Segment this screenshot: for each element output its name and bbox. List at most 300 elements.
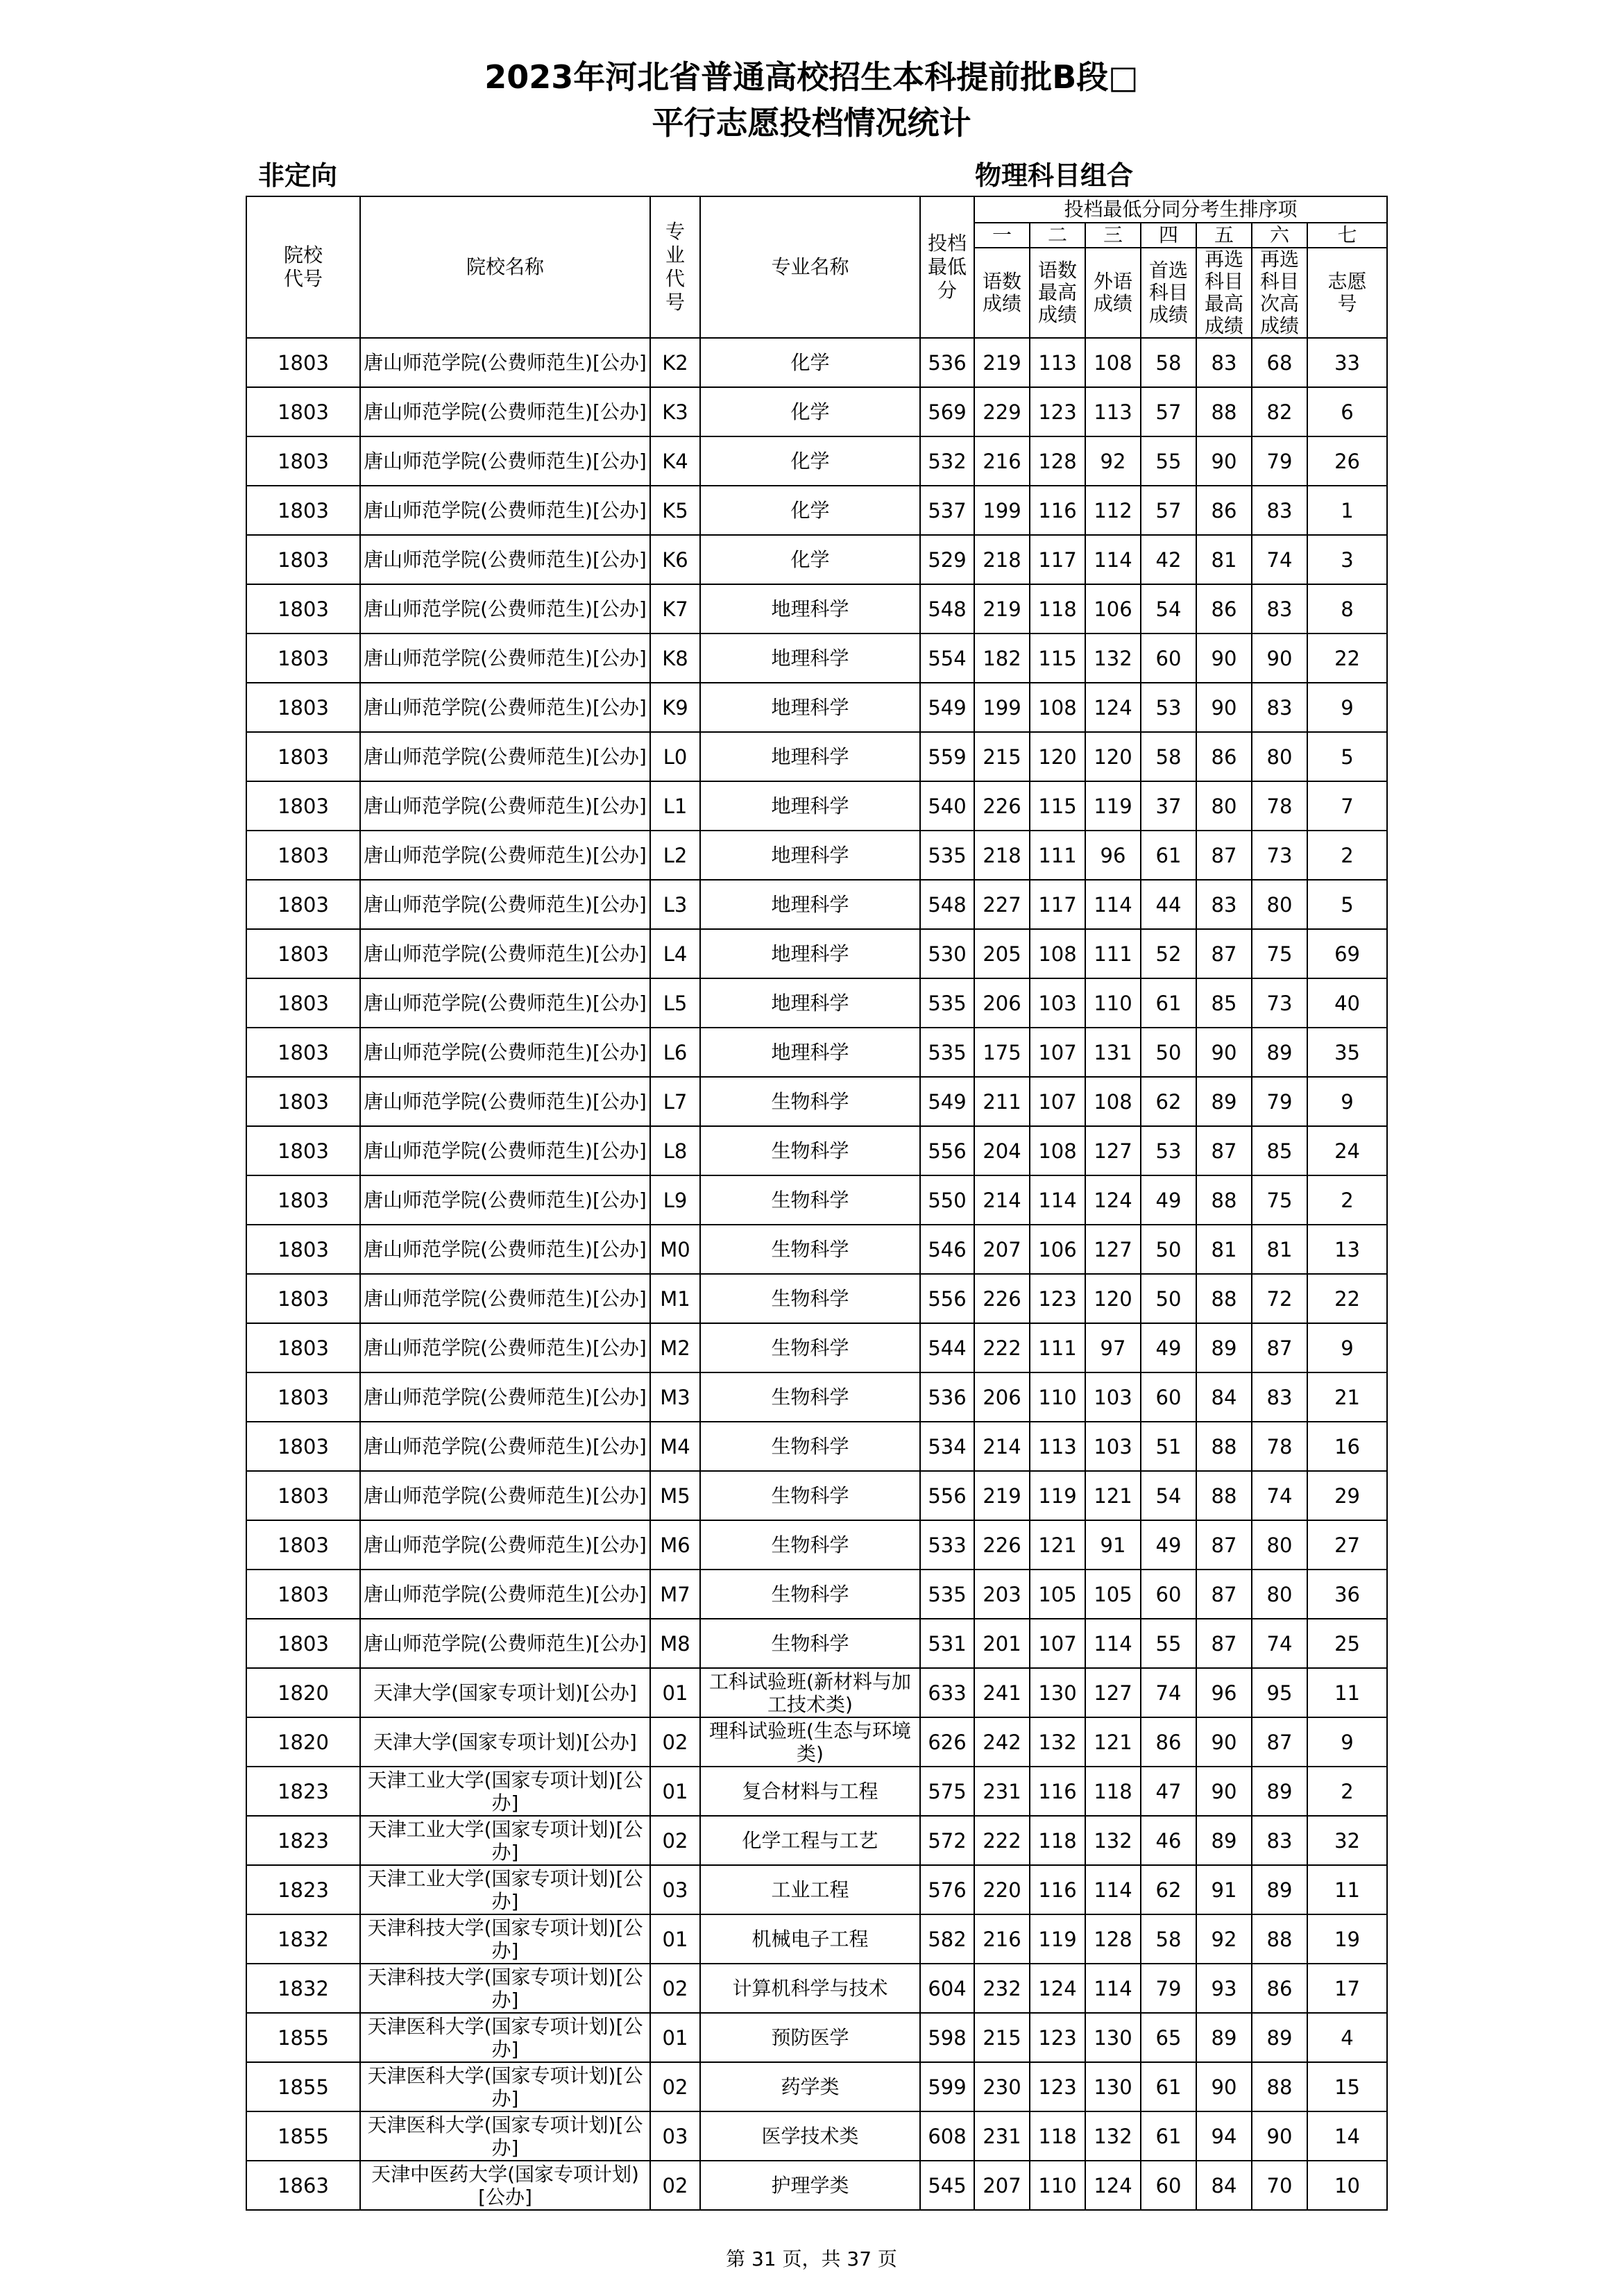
cell-school-code: 1832 bbox=[246, 1914, 360, 1964]
cell-chinese-math-score: 242 bbox=[974, 1717, 1030, 1767]
header-chinese-math-max: 语数最高成绩 bbox=[1030, 248, 1085, 338]
cell-chinese-math-max: 119 bbox=[1030, 1471, 1085, 1520]
header-elective-max: 再选科目最高成绩 bbox=[1196, 248, 1252, 338]
cell-elective-second: 68 bbox=[1252, 338, 1307, 387]
cell-foreign-lang-score: 92 bbox=[1085, 436, 1141, 486]
table-row bbox=[246, 535, 1387, 584]
cell-school-name: 唐山师范学院(公费师范生)[公办] bbox=[360, 929, 650, 978]
cell-chinese-math-max: 119 bbox=[1030, 1914, 1085, 1964]
cell-first-subject-score: 55 bbox=[1141, 436, 1196, 486]
cell-first-subject-score: 58 bbox=[1141, 1914, 1196, 1964]
cell-major-code: 03 bbox=[650, 1865, 700, 1914]
cell-elective-second: 83 bbox=[1252, 486, 1307, 535]
cell-foreign-lang-score: 121 bbox=[1085, 1471, 1141, 1520]
cell-first-subject-score: 65 bbox=[1141, 2013, 1196, 2062]
cell-elective-max: 88 bbox=[1196, 1471, 1252, 1520]
cell-elective-second: 79 bbox=[1252, 436, 1307, 486]
cell-elective-second: 83 bbox=[1252, 584, 1307, 633]
cell-chinese-math-score: 226 bbox=[974, 1274, 1030, 1323]
cell-elective-second: 95 bbox=[1252, 1668, 1307, 1717]
cell-chinese-math-score: 231 bbox=[974, 1767, 1030, 1816]
cell-min-score: 545 bbox=[920, 2161, 974, 2210]
cell-first-subject-score: 57 bbox=[1141, 486, 1196, 535]
cell-major-code: L0 bbox=[650, 732, 700, 781]
cell-major-name: 理科试验班(生态与环境类) bbox=[700, 1717, 920, 1767]
table-row bbox=[246, 1028, 1387, 1077]
cell-school-code: 1803 bbox=[246, 1372, 360, 1422]
cell-elective-max: 93 bbox=[1196, 1964, 1252, 2013]
cell-chinese-math-max: 118 bbox=[1030, 2111, 1085, 2161]
cell-preference-no: 26 bbox=[1307, 436, 1387, 486]
cell-elective-second: 70 bbox=[1252, 2161, 1307, 2210]
cell-school-code: 1803 bbox=[246, 1077, 360, 1126]
cell-major-name: 地理科学 bbox=[700, 831, 920, 880]
cell-school-code: 1803 bbox=[246, 1028, 360, 1077]
table-row bbox=[246, 486, 1387, 535]
cell-chinese-math-max: 123 bbox=[1030, 387, 1085, 436]
cell-elective-second: 73 bbox=[1252, 978, 1307, 1028]
cell-major-name: 复合材料与工程 bbox=[700, 1767, 920, 1816]
cell-preference-no: 40 bbox=[1307, 978, 1387, 1028]
cell-school-code: 1803 bbox=[246, 1126, 360, 1175]
cell-major-name: 工业工程 bbox=[700, 1865, 920, 1914]
cell-school-code: 1832 bbox=[246, 1964, 360, 2013]
cell-major-name: 预防医学 bbox=[700, 2013, 920, 2062]
cell-elective-second: 80 bbox=[1252, 880, 1307, 929]
cell-major-name: 机械电子工程 bbox=[700, 1914, 920, 1964]
cell-first-subject-score: 58 bbox=[1141, 732, 1196, 781]
cell-preference-no: 17 bbox=[1307, 1964, 1387, 2013]
cell-first-subject-score: 37 bbox=[1141, 781, 1196, 831]
cell-chinese-math-max: 107 bbox=[1030, 1619, 1085, 1668]
cell-major-name: 生物科学 bbox=[700, 1175, 920, 1225]
cell-preference-no: 2 bbox=[1307, 1767, 1387, 1816]
cell-elective-max: 84 bbox=[1196, 2161, 1252, 2210]
table-row bbox=[246, 978, 1387, 1028]
cell-chinese-math-score: 241 bbox=[974, 1668, 1030, 1717]
cell-min-score: 575 bbox=[920, 1767, 974, 1816]
cell-elective-max: 84 bbox=[1196, 1372, 1252, 1422]
cell-major-code: 03 bbox=[650, 2111, 700, 2161]
cell-elective-max: 87 bbox=[1196, 1126, 1252, 1175]
cell-chinese-math-score: 222 bbox=[974, 1816, 1030, 1865]
cell-elective-max: 87 bbox=[1196, 831, 1252, 880]
cell-chinese-math-max: 111 bbox=[1030, 1323, 1085, 1372]
table-row bbox=[246, 1767, 1387, 1816]
cell-school-name: 唐山师范学院(公费师范生)[公办] bbox=[360, 1225, 650, 1274]
cell-first-subject-score: 74 bbox=[1141, 1668, 1196, 1717]
cell-major-name: 地理科学 bbox=[700, 584, 920, 633]
cell-min-score: 530 bbox=[920, 929, 974, 978]
cell-chinese-math-score: 204 bbox=[974, 1126, 1030, 1175]
cell-first-subject-score: 55 bbox=[1141, 1619, 1196, 1668]
cell-preference-no: 21 bbox=[1307, 1372, 1387, 1422]
cell-school-code: 1820 bbox=[246, 1668, 360, 1717]
table-row bbox=[246, 831, 1387, 880]
cell-major-name: 化学工程与工艺 bbox=[700, 1816, 920, 1865]
cell-major-code: 01 bbox=[650, 1767, 700, 1816]
cell-min-score: 536 bbox=[920, 338, 974, 387]
cell-school-name: 唐山师范学院(公费师范生)[公办] bbox=[360, 1422, 650, 1471]
cell-major-code: K8 bbox=[650, 633, 700, 683]
cell-school-code: 1803 bbox=[246, 880, 360, 929]
cell-school-code: 1855 bbox=[246, 2013, 360, 2062]
cell-foreign-lang-score: 111 bbox=[1085, 929, 1141, 978]
cell-school-code: 1803 bbox=[246, 633, 360, 683]
cell-chinese-math-max: 123 bbox=[1030, 2062, 1085, 2111]
cell-major-name: 生物科学 bbox=[700, 1471, 920, 1520]
cell-school-name: 唐山师范学院(公费师范生)[公办] bbox=[360, 831, 650, 880]
cell-preference-no: 2 bbox=[1307, 831, 1387, 880]
cell-first-subject-score: 61 bbox=[1141, 2111, 1196, 2161]
cell-elective-max: 85 bbox=[1196, 978, 1252, 1028]
cell-major-name: 化学 bbox=[700, 535, 920, 584]
cell-chinese-math-score: 232 bbox=[974, 1964, 1030, 2013]
cell-major-name: 生物科学 bbox=[700, 1323, 920, 1372]
cell-chinese-math-score: 215 bbox=[974, 2013, 1030, 2062]
cell-school-name: 唐山师范学院(公费师范生)[公办] bbox=[360, 1520, 650, 1570]
cell-first-subject-score: 42 bbox=[1141, 535, 1196, 584]
cell-major-name: 地理科学 bbox=[700, 929, 920, 978]
cell-school-code: 1803 bbox=[246, 1520, 360, 1570]
table-row bbox=[246, 781, 1387, 831]
cell-chinese-math-max: 110 bbox=[1030, 2161, 1085, 2210]
cell-elective-max: 81 bbox=[1196, 1225, 1252, 1274]
cell-school-name: 唐山师范学院(公费师范生)[公办] bbox=[360, 535, 650, 584]
cell-elective-second: 86 bbox=[1252, 1964, 1307, 2013]
header-chinese-math-score: 语数成绩 bbox=[974, 248, 1030, 338]
cell-major-name: 生物科学 bbox=[700, 1619, 920, 1668]
cell-school-name: 唐山师范学院(公费师范生)[公办] bbox=[360, 683, 650, 732]
cell-school-name: 唐山师范学院(公费师范生)[公办] bbox=[360, 486, 650, 535]
cell-elective-second: 78 bbox=[1252, 781, 1307, 831]
cell-chinese-math-score: 199 bbox=[974, 486, 1030, 535]
cell-school-code: 1803 bbox=[246, 978, 360, 1028]
header-first-subject-score: 首选科目成绩 bbox=[1141, 248, 1196, 338]
cell-min-score: 540 bbox=[920, 781, 974, 831]
cell-school-name: 天津医科大学(国家专项计划)[公办] bbox=[360, 2013, 650, 2062]
cell-school-name: 天津大学(国家专项计划)[公办] bbox=[360, 1668, 650, 1717]
cell-school-name: 唐山师范学院(公费师范生)[公办] bbox=[360, 1274, 650, 1323]
header-school-code: 院校代号 bbox=[246, 196, 360, 338]
cell-chinese-math-max: 116 bbox=[1030, 1865, 1085, 1914]
cell-foreign-lang-score: 132 bbox=[1085, 633, 1141, 683]
cell-school-code: 1803 bbox=[246, 1471, 360, 1520]
cell-preference-no: 33 bbox=[1307, 338, 1387, 387]
cell-chinese-math-max: 108 bbox=[1030, 1126, 1085, 1175]
cell-school-name: 天津科技大学(国家专项计划)[公办] bbox=[360, 1914, 650, 1964]
cell-school-name: 天津医科大学(国家专项计划)[公办] bbox=[360, 2062, 650, 2111]
header-tiebreak-group: 投档最低分同分考生排序项 bbox=[974, 196, 1387, 223]
cell-first-subject-score: 61 bbox=[1141, 2062, 1196, 2111]
cell-major-name: 地理科学 bbox=[700, 683, 920, 732]
cell-school-name: 唐山师范学院(公费师范生)[公办] bbox=[360, 1126, 650, 1175]
cell-min-score: 535 bbox=[920, 978, 974, 1028]
table-row bbox=[246, 436, 1387, 486]
header-num-3: 三 bbox=[1085, 223, 1141, 248]
cell-first-subject-score: 60 bbox=[1141, 1372, 1196, 1422]
cell-preference-no: 5 bbox=[1307, 732, 1387, 781]
cell-elective-second: 80 bbox=[1252, 1520, 1307, 1570]
cell-elective-second: 87 bbox=[1252, 1323, 1307, 1372]
cell-elective-second: 79 bbox=[1252, 1077, 1307, 1126]
cell-foreign-lang-score: 127 bbox=[1085, 1126, 1141, 1175]
cell-foreign-lang-score: 103 bbox=[1085, 1372, 1141, 1422]
cell-chinese-math-max: 107 bbox=[1030, 1077, 1085, 1126]
cell-min-score: 549 bbox=[920, 683, 974, 732]
cell-school-code: 1823 bbox=[246, 1767, 360, 1816]
cell-preference-no: 13 bbox=[1307, 1225, 1387, 1274]
cell-chinese-math-max: 116 bbox=[1030, 1767, 1085, 1816]
cell-major-name: 计算机科学与技术 bbox=[700, 1964, 920, 2013]
category-label-right: 物理科目组合 bbox=[975, 160, 1134, 191]
cell-preference-no: 19 bbox=[1307, 1914, 1387, 1964]
cell-school-name: 唐山师范学院(公费师范生)[公办] bbox=[360, 1077, 650, 1126]
cell-chinese-math-max: 121 bbox=[1030, 1520, 1085, 1570]
cell-min-score: 556 bbox=[920, 1126, 974, 1175]
cell-min-score: 548 bbox=[920, 584, 974, 633]
cell-foreign-lang-score: 131 bbox=[1085, 1028, 1141, 1077]
cell-major-name: 地理科学 bbox=[700, 978, 920, 1028]
cell-school-name: 天津科技大学(国家专项计划)[公办] bbox=[360, 1964, 650, 2013]
cell-school-name: 唐山师范学院(公费师范生)[公办] bbox=[360, 387, 650, 436]
cell-preference-no: 22 bbox=[1307, 1274, 1387, 1323]
cell-elective-second: 78 bbox=[1252, 1422, 1307, 1471]
cell-preference-no: 16 bbox=[1307, 1422, 1387, 1471]
cell-major-code: 02 bbox=[650, 1964, 700, 2013]
cell-major-name: 药学类 bbox=[700, 2062, 920, 2111]
header-num-2: 二 bbox=[1030, 223, 1085, 248]
cell-chinese-math-score: 229 bbox=[974, 387, 1030, 436]
cell-major-name: 地理科学 bbox=[700, 1028, 920, 1077]
cell-preference-no: 3 bbox=[1307, 535, 1387, 584]
cell-min-score: 546 bbox=[920, 1225, 974, 1274]
table-row bbox=[246, 1372, 1387, 1422]
table-row bbox=[246, 2161, 1387, 2210]
cell-major-code: K9 bbox=[650, 683, 700, 732]
header-num-5: 五 bbox=[1196, 223, 1252, 248]
cell-chinese-math-score: 214 bbox=[974, 1175, 1030, 1225]
cell-chinese-math-score: 214 bbox=[974, 1422, 1030, 1471]
cell-chinese-math-score: 231 bbox=[974, 2111, 1030, 2161]
cell-elective-max: 87 bbox=[1196, 929, 1252, 978]
cell-preference-no: 6 bbox=[1307, 387, 1387, 436]
cell-elective-second: 81 bbox=[1252, 1225, 1307, 1274]
cell-major-name: 地理科学 bbox=[700, 880, 920, 929]
cell-foreign-lang-score: 106 bbox=[1085, 584, 1141, 633]
cell-major-code: M0 bbox=[650, 1225, 700, 1274]
header-num-1: 一 bbox=[974, 223, 1030, 248]
cell-major-code: L8 bbox=[650, 1126, 700, 1175]
cell-preference-no: 25 bbox=[1307, 1619, 1387, 1668]
cell-first-subject-score: 53 bbox=[1141, 1126, 1196, 1175]
table-row bbox=[246, 1570, 1387, 1619]
cell-major-code: 02 bbox=[650, 2161, 700, 2210]
cell-preference-no: 8 bbox=[1307, 584, 1387, 633]
cell-elective-max: 80 bbox=[1196, 781, 1252, 831]
cell-school-name: 天津医科大学(国家专项计划)[公办] bbox=[360, 2111, 650, 2161]
cell-first-subject-score: 61 bbox=[1141, 831, 1196, 880]
cell-school-code: 1803 bbox=[246, 1619, 360, 1668]
cell-major-name: 工科试验班(新材料与加工技术类) bbox=[700, 1668, 920, 1717]
cell-chinese-math-score: 205 bbox=[974, 929, 1030, 978]
header-preference-no: 志愿号 bbox=[1307, 248, 1387, 338]
cell-elective-max: 92 bbox=[1196, 1914, 1252, 1964]
cell-preference-no: 11 bbox=[1307, 1865, 1387, 1914]
cell-school-name: 天津工业大学(国家专项计划)[公办] bbox=[360, 1816, 650, 1865]
cell-school-name: 天津工业大学(国家专项计划)[公办] bbox=[360, 1767, 650, 1816]
cell-chinese-math-max: 105 bbox=[1030, 1570, 1085, 1619]
cell-chinese-math-max: 128 bbox=[1030, 436, 1085, 486]
cell-school-code: 1803 bbox=[246, 1323, 360, 1372]
cell-elective-max: 86 bbox=[1196, 486, 1252, 535]
cell-school-code: 1803 bbox=[246, 732, 360, 781]
cell-elective-second: 82 bbox=[1252, 387, 1307, 436]
cell-school-name: 唐山师范学院(公费师范生)[公办] bbox=[360, 1372, 650, 1422]
cell-major-code: 02 bbox=[650, 1717, 700, 1767]
cell-preference-no: 9 bbox=[1307, 683, 1387, 732]
cell-chinese-math-max: 110 bbox=[1030, 1372, 1085, 1422]
cell-chinese-math-score: 216 bbox=[974, 1914, 1030, 1964]
cell-elective-max: 91 bbox=[1196, 1865, 1252, 1914]
cell-elective-max: 89 bbox=[1196, 1323, 1252, 1372]
cell-school-name: 唐山师范学院(公费师范生)[公办] bbox=[360, 436, 650, 486]
cell-school-name: 唐山师范学院(公费师范生)[公办] bbox=[360, 1570, 650, 1619]
cell-major-code: M6 bbox=[650, 1520, 700, 1570]
cell-major-name: 化学 bbox=[700, 338, 920, 387]
cell-first-subject-score: 49 bbox=[1141, 1520, 1196, 1570]
cell-first-subject-score: 86 bbox=[1141, 1717, 1196, 1767]
cell-school-code: 1803 bbox=[246, 683, 360, 732]
cell-chinese-math-max: 108 bbox=[1030, 929, 1085, 978]
cell-elective-second: 89 bbox=[1252, 1767, 1307, 1816]
cell-min-score: 572 bbox=[920, 1816, 974, 1865]
cell-foreign-lang-score: 124 bbox=[1085, 2161, 1141, 2210]
cell-chinese-math-max: 117 bbox=[1030, 535, 1085, 584]
cell-first-subject-score: 62 bbox=[1141, 1865, 1196, 1914]
cell-major-name: 化学 bbox=[700, 436, 920, 486]
cell-major-code: L1 bbox=[650, 781, 700, 831]
cell-preference-no: 14 bbox=[1307, 2111, 1387, 2161]
cell-major-code: M8 bbox=[650, 1619, 700, 1668]
cell-elective-max: 90 bbox=[1196, 1028, 1252, 1077]
cell-elective-max: 88 bbox=[1196, 1422, 1252, 1471]
header-num-4: 四 bbox=[1141, 223, 1196, 248]
cell-elective-max: 88 bbox=[1196, 1175, 1252, 1225]
cell-min-score: 550 bbox=[920, 1175, 974, 1225]
page-title bbox=[0, 54, 1623, 146]
table-row bbox=[246, 1668, 1387, 1717]
cell-elective-max: 90 bbox=[1196, 2062, 1252, 2111]
cell-school-name: 天津工业大学(国家专项计划)[公办] bbox=[360, 1865, 650, 1914]
cell-foreign-lang-score: 121 bbox=[1085, 1717, 1141, 1767]
cell-chinese-math-max: 123 bbox=[1030, 1274, 1085, 1323]
cell-min-score: 532 bbox=[920, 436, 974, 486]
cell-min-score: 599 bbox=[920, 2062, 974, 2111]
cell-major-code: K5 bbox=[650, 486, 700, 535]
cell-preference-no: 5 bbox=[1307, 880, 1387, 929]
cell-first-subject-score: 54 bbox=[1141, 1471, 1196, 1520]
cell-min-score: 549 bbox=[920, 1077, 974, 1126]
cell-school-name: 天津中医药大学(国家专项计划)[公办] bbox=[360, 2161, 650, 2210]
table-row bbox=[246, 338, 1387, 387]
cell-first-subject-score: 60 bbox=[1141, 2161, 1196, 2210]
cell-elective-max: 89 bbox=[1196, 2013, 1252, 2062]
cell-preference-no: 27 bbox=[1307, 1520, 1387, 1570]
cell-school-code: 1803 bbox=[246, 1570, 360, 1619]
cell-school-name: 天津大学(国家专项计划)[公办] bbox=[360, 1717, 650, 1767]
cell-first-subject-score: 50 bbox=[1141, 1274, 1196, 1323]
cell-major-code: L6 bbox=[650, 1028, 700, 1077]
cell-first-subject-score: 54 bbox=[1141, 584, 1196, 633]
cell-school-code: 1803 bbox=[246, 584, 360, 633]
cell-major-code: 01 bbox=[650, 1668, 700, 1717]
cell-chinese-math-score: 227 bbox=[974, 880, 1030, 929]
cell-major-code: L2 bbox=[650, 831, 700, 880]
table-row bbox=[246, 1323, 1387, 1372]
cell-major-code: K7 bbox=[650, 584, 700, 633]
table-row bbox=[246, 929, 1387, 978]
cell-chinese-math-score: 182 bbox=[974, 633, 1030, 683]
header-foreign-lang-score: 外语成绩 bbox=[1085, 248, 1141, 338]
cell-school-name: 唐山师范学院(公费师范生)[公办] bbox=[360, 1175, 650, 1225]
table-row bbox=[246, 1126, 1387, 1175]
cell-elective-second: 74 bbox=[1252, 1471, 1307, 1520]
header-school-name: 院校名称 bbox=[360, 196, 650, 338]
cell-school-code: 1803 bbox=[246, 338, 360, 387]
cell-major-name: 地理科学 bbox=[700, 633, 920, 683]
table-row bbox=[246, 1175, 1387, 1225]
cell-min-score: 569 bbox=[920, 387, 974, 436]
cell-min-score: 559 bbox=[920, 732, 974, 781]
table-row bbox=[246, 732, 1387, 781]
cell-major-name: 生物科学 bbox=[700, 1422, 920, 1471]
cell-chinese-math-max: 115 bbox=[1030, 633, 1085, 683]
cell-school-code: 1803 bbox=[246, 1274, 360, 1323]
cell-elective-max: 89 bbox=[1196, 1816, 1252, 1865]
cell-elective-second: 75 bbox=[1252, 929, 1307, 978]
category-label-left: 非定向 bbox=[258, 160, 338, 191]
cell-foreign-lang-score: 96 bbox=[1085, 831, 1141, 880]
cell-school-code: 1803 bbox=[246, 831, 360, 880]
cell-preference-no: 32 bbox=[1307, 1816, 1387, 1865]
cell-foreign-lang-score: 114 bbox=[1085, 880, 1141, 929]
table-row bbox=[246, 1865, 1387, 1914]
cell-foreign-lang-score: 124 bbox=[1085, 683, 1141, 732]
cell-preference-no: 9 bbox=[1307, 1077, 1387, 1126]
cell-preference-no: 10 bbox=[1307, 2161, 1387, 2210]
cell-min-score: 576 bbox=[920, 1865, 974, 1914]
page-footer: 第 31 页，共 37 页 bbox=[726, 2247, 897, 2270]
cell-foreign-lang-score: 130 bbox=[1085, 2062, 1141, 2111]
cell-major-name: 生物科学 bbox=[700, 1372, 920, 1422]
table-row bbox=[246, 683, 1387, 732]
cell-preference-no: 24 bbox=[1307, 1126, 1387, 1175]
cell-first-subject-score: 51 bbox=[1141, 1422, 1196, 1471]
cell-chinese-math-max: 115 bbox=[1030, 781, 1085, 831]
cell-min-score: 531 bbox=[920, 1619, 974, 1668]
cell-chinese-math-max: 130 bbox=[1030, 1668, 1085, 1717]
cell-elective-max: 83 bbox=[1196, 880, 1252, 929]
cell-elective-second: 83 bbox=[1252, 683, 1307, 732]
table-row bbox=[246, 1471, 1387, 1520]
cell-foreign-lang-score: 108 bbox=[1085, 338, 1141, 387]
cell-major-code: M3 bbox=[650, 1372, 700, 1422]
cell-school-name: 唐山师范学院(公费师范生)[公办] bbox=[360, 880, 650, 929]
cell-school-code: 1803 bbox=[246, 1175, 360, 1225]
cell-chinese-math-score: 199 bbox=[974, 683, 1030, 732]
cell-chinese-math-max: 113 bbox=[1030, 338, 1085, 387]
